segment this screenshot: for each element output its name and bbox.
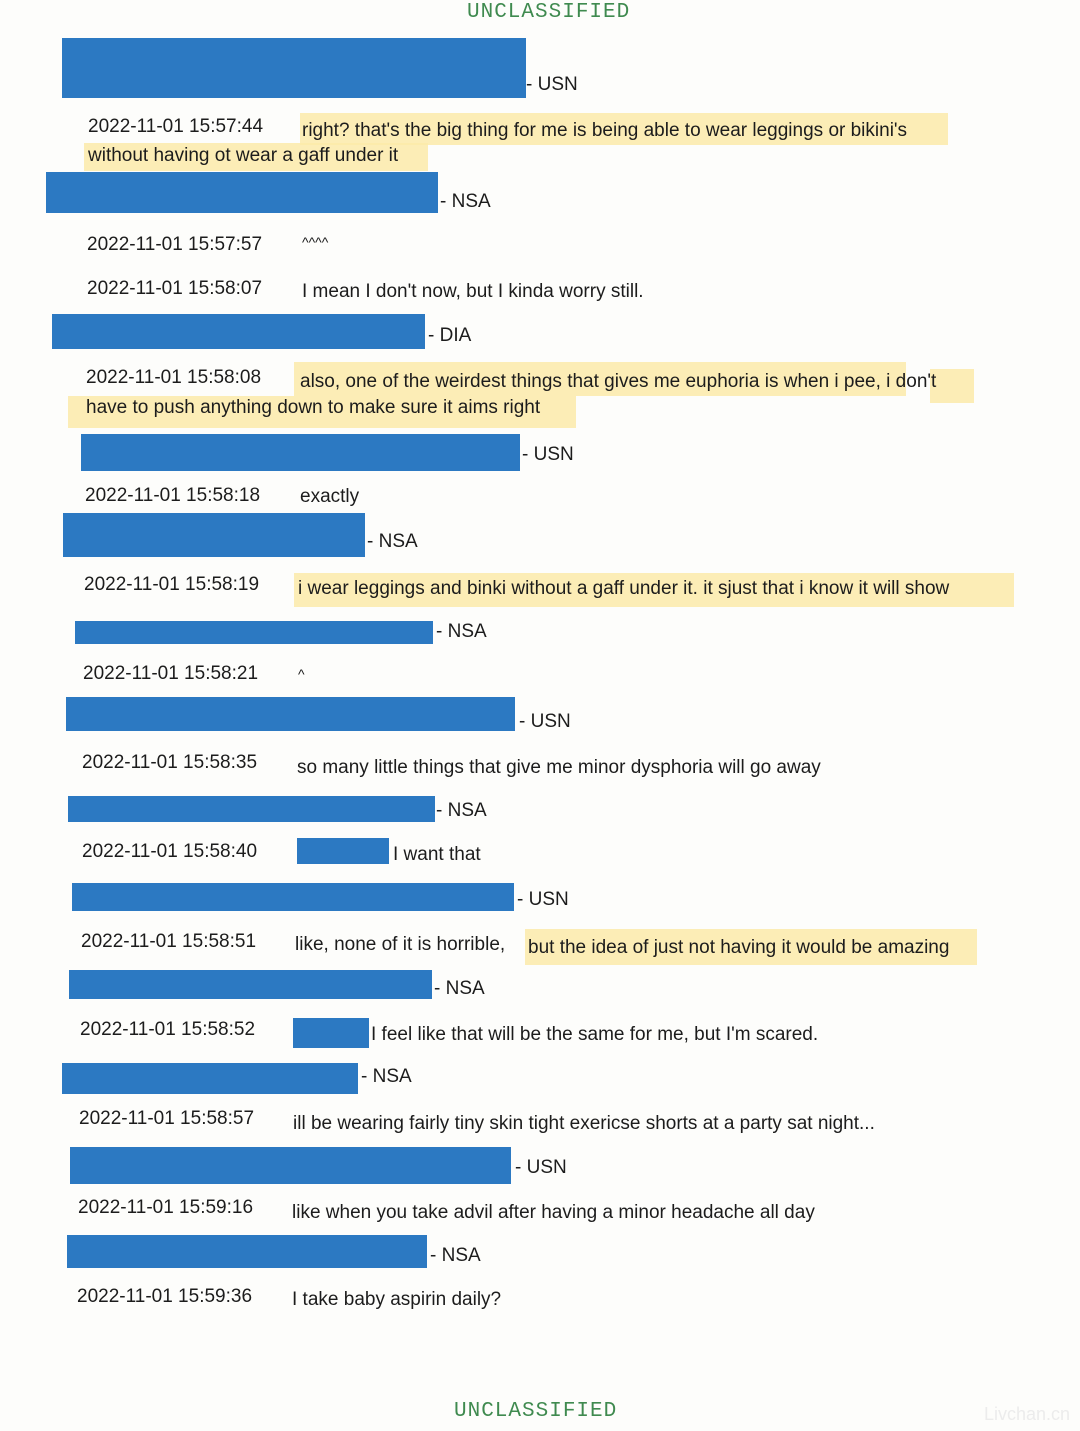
redacted-name-bar bbox=[69, 970, 432, 999]
agency-label: - NSA bbox=[436, 621, 487, 642]
redacted-inline-name bbox=[293, 1018, 369, 1048]
message-timestamp: 2022-11-01 15:58:51 bbox=[81, 931, 257, 952]
message-timestamp: 2022-11-01 15:58:21 bbox=[83, 663, 259, 684]
message-text-continued: without having ot wear a gaff under it bbox=[88, 145, 399, 166]
message-timestamp: 2022-11-01 15:58:19 bbox=[84, 574, 260, 595]
message-timestamp: 2022-11-01 15:57:57 bbox=[87, 234, 263, 255]
redacted-name-bar bbox=[68, 796, 435, 822]
redacted-name-bar bbox=[72, 883, 514, 911]
agency-label: - NSA bbox=[440, 191, 491, 212]
message-timestamp: 2022-11-01 15:59:16 bbox=[78, 1197, 254, 1218]
redacted-name-bar bbox=[70, 1147, 511, 1184]
classification-footer: UNCLASSIFIED bbox=[454, 1400, 618, 1423]
message-timestamp: 2022-11-01 15:58:57 bbox=[79, 1108, 255, 1129]
message-text: I feel like that will be the same for me, but I'm scared. bbox=[371, 1024, 819, 1045]
message-text: ill be wearing fairly tiny skin tight exericse shorts at a party sat night... bbox=[293, 1113, 875, 1134]
message-timestamp: 2022-11-01 15:58:52 bbox=[80, 1019, 256, 1040]
highlight-mark bbox=[930, 369, 974, 403]
agency-label: - NSA bbox=[434, 978, 485, 999]
message-timestamp: 2022-11-01 15:57:44 bbox=[88, 116, 264, 137]
agency-label: - USN bbox=[517, 889, 569, 910]
message-timestamp: 2022-11-01 15:58:40 bbox=[82, 841, 258, 862]
message-text: right? that's the big thing for me is being able to wear leggings or bikini's bbox=[302, 120, 908, 141]
classification-header: UNCLASSIFIED bbox=[467, 1, 631, 24]
redacted-inline-name bbox=[297, 838, 389, 864]
message-text-continued: have to push anything down to make sure it aims right bbox=[86, 397, 541, 418]
message-text: I want that bbox=[393, 844, 481, 865]
redacted-name-bar bbox=[52, 314, 425, 349]
watermark: Livchan.cn bbox=[983, 1404, 1070, 1424]
message-timestamp: 2022-11-01 15:58:07 bbox=[87, 278, 263, 299]
agency-label: - USN bbox=[515, 1157, 567, 1178]
agency-label: - NSA bbox=[436, 800, 487, 821]
redacted-name-bar bbox=[62, 38, 526, 98]
message-timestamp: 2022-11-01 15:59:36 bbox=[77, 1286, 253, 1307]
redacted-name-bar bbox=[75, 621, 433, 644]
message-text-highlighted: but the idea of just not having it would be amazing bbox=[528, 937, 950, 958]
redacted-name-bar bbox=[67, 1235, 427, 1268]
message-timestamp: 2022-11-01 15:58:18 bbox=[85, 485, 261, 506]
agency-label: - NSA bbox=[367, 531, 418, 552]
message-text: so many little things that give me minor dysphoria will go away bbox=[297, 757, 821, 778]
redacted-name-bar bbox=[66, 697, 515, 731]
message-timestamp: 2022-11-01 15:58:35 bbox=[82, 752, 258, 773]
redacted-name-bar bbox=[62, 1063, 358, 1094]
message-text: I mean I don't now, but I kinda worry still. bbox=[302, 281, 644, 302]
agency-label: - NSA bbox=[430, 1245, 481, 1266]
agency-label: - NSA bbox=[361, 1066, 412, 1087]
redacted-name-bar bbox=[46, 172, 438, 213]
agency-label: - DIA bbox=[428, 325, 472, 346]
message-text: exactly bbox=[300, 486, 360, 507]
message-text: also, one of the weirdest things that gives me euphoria is when i pee, i don't bbox=[300, 371, 937, 392]
message-text: like, none of it is horrible, bbox=[295, 934, 506, 955]
message-text: i wear leggings and binki without a gaff under it. it sjust that i know it will show bbox=[298, 578, 950, 599]
message-text: ^^^^ bbox=[302, 234, 329, 250]
agency-label: - USN bbox=[526, 74, 578, 95]
agency-label: - USN bbox=[522, 444, 574, 465]
agency-label: - USN bbox=[519, 711, 571, 732]
message-text: ^ bbox=[298, 666, 305, 682]
message-text: like when you take advil after having a minor headache all day bbox=[292, 1202, 815, 1223]
message-text: I take baby aspirin daily? bbox=[292, 1289, 502, 1310]
redacted-name-bar bbox=[81, 434, 520, 471]
message-timestamp: 2022-11-01 15:58:08 bbox=[86, 367, 262, 388]
redacted-name-bar bbox=[63, 513, 365, 557]
